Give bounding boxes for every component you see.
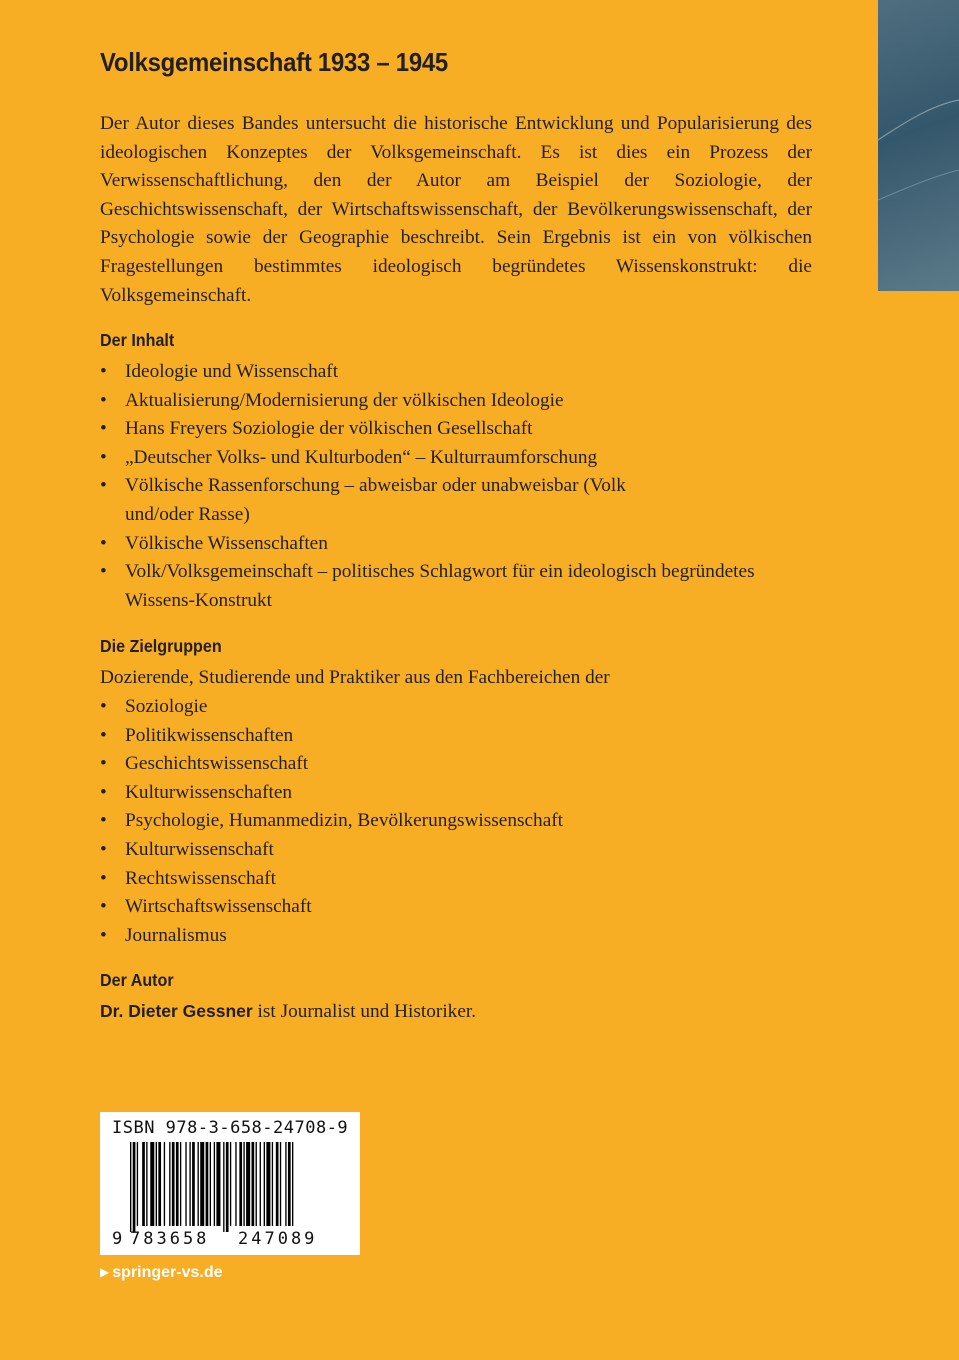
list-item: • „Deutscher Volks- und Kulturboden“ – Kulturraumforschung [100, 444, 820, 473]
list-item: • Kulturwissenschaften [100, 779, 820, 808]
barcode-bar [266, 1142, 270, 1226]
bullet: • [100, 389, 107, 411]
publisher-url: springer-vs.de [112, 1264, 223, 1281]
bullet: • [100, 475, 107, 497]
bullet: • [100, 532, 107, 554]
barcode-bar [292, 1142, 293, 1226]
list-item: • Kulturwissenschaft [100, 836, 820, 865]
barcode-bar [133, 1142, 136, 1232]
audience-intro: Dozierende, Studierende und Praktiker aus den Fachbereichen der [100, 667, 610, 688]
barcode-bar [285, 1142, 286, 1226]
list-item: • Volk/Volksgemeinschaft – politisches Schlagwort für ein ideologisch begründetes Wissens-Konstrukt [100, 558, 805, 615]
barcode-bar [192, 1142, 195, 1226]
arrow-right-icon: ▶ [100, 1265, 110, 1279]
barcode-bar [189, 1142, 190, 1226]
ean-lead-digit: 9 [112, 1229, 123, 1249]
publisher-link[interactable] [100, 1264, 223, 1282]
bullet: • [100, 561, 107, 583]
barcode-bar [243, 1142, 244, 1226]
list-item: • Geschichtswissenschaft [100, 750, 820, 779]
isbn-text: ISBN 978-3-658-24708-9 [112, 1118, 349, 1138]
barcode-bar [137, 1142, 138, 1226]
list-item: • Journalismus [100, 922, 820, 951]
list-item: • Hans Freyers Soziologie der völkischen Gesellschaft [100, 415, 820, 444]
barcode-bar [239, 1142, 242, 1226]
bullet: • [100, 696, 107, 717]
barcode-bar [260, 1142, 261, 1226]
author-heading: Der Autor [100, 970, 174, 990]
bullet: • [100, 810, 107, 832]
barcode-bar [223, 1142, 224, 1232]
barcode-bar [198, 1142, 199, 1226]
bullet: • [100, 418, 107, 440]
list-item: • Ideologie und Wissenschaft [100, 358, 820, 387]
list-item: • Völkische Wissenschaften [100, 530, 820, 559]
barcode-bar [158, 1142, 161, 1226]
bullet: • [100, 753, 107, 775]
barcode-bar [230, 1142, 231, 1226]
barcode-bar [206, 1142, 209, 1226]
author-bio [100, 997, 476, 1027]
barcode-bar [235, 1142, 236, 1226]
barcode-bar [185, 1142, 186, 1226]
list-item: • Rechtswissenschaft [100, 865, 820, 894]
barcode-bar [150, 1142, 154, 1226]
ean-right-digits: 247089 [238, 1229, 318, 1249]
barcode-bar [156, 1142, 157, 1226]
barcode-bar [214, 1142, 215, 1226]
list-item: • Psychologie, Humanmedizin, Bevölkerungswissenschaft [100, 807, 820, 836]
contents-heading: Der Inhalt [100, 330, 175, 350]
barcode-bar [210, 1142, 211, 1226]
barcode-bar [130, 1142, 131, 1232]
author-name: Dr. Dieter Gessner [100, 1001, 253, 1021]
bullet: • [100, 838, 107, 860]
audience-heading: Die Zielgruppen [100, 636, 222, 656]
contents-list [100, 358, 820, 615]
barcode-bar [272, 1142, 273, 1226]
barcode-bar [172, 1142, 175, 1226]
barcode-bar [146, 1142, 147, 1226]
barcode-bar [169, 1142, 170, 1226]
barcode-bar [180, 1142, 181, 1226]
author-description: ist Journalist und Historiker. [252, 1001, 477, 1022]
barcode-bar [252, 1142, 255, 1226]
list-item: • Völkische Rassenforschung – abweisbar oder unabweisbar (Volk und/oder Rasse) [100, 472, 685, 529]
bullet: • [100, 924, 107, 946]
bullet: • [100, 867, 107, 889]
barcode-bar [216, 1142, 220, 1226]
barcode-bar [288, 1142, 291, 1226]
bullet: • [100, 361, 107, 382]
barcode-bar [246, 1142, 250, 1226]
cover-corner-curve [878, 0, 959, 291]
bullet: • [100, 446, 107, 468]
list-item: • Aktualisierung/Modernisierung der völkischen Ideologie [100, 387, 820, 416]
bullet: • [100, 724, 107, 746]
list-item: • Wirtschaftswissenschaft [100, 893, 820, 922]
isbn-barcode [100, 1112, 360, 1255]
bullet: • [100, 781, 107, 803]
ean-left-digits: 783658 [130, 1229, 210, 1249]
audience-list [100, 693, 820, 950]
intro-paragraph: Der Autor dieses Bandes untersucht die historische Entwicklung und Popularisierung des ideologischen Konzeptes der Volksgemeinschaft. Es ist dies ein Prozess der Verwissenschaftlichung, den der Autor am Beispiel der Soziologie, der Geschichtswissenschaft, der Wirtschaftswissenschaft, der Bevölkerungswissenschaft, der Psychologie sowie der Geographie beschreibt. Sein Ergebnis ist ein von völkischen Fragestellungen bestimmtes ideologisch begründetes Wissenskonstrukt: die Volksgemeinschaft. [100, 113, 812, 306]
barcode-bar [226, 1142, 229, 1232]
barcode-bar [264, 1142, 265, 1226]
barcode-bar [200, 1142, 204, 1226]
barcode-bar [256, 1142, 257, 1226]
barcode-bar [276, 1142, 279, 1226]
barcode-bar [280, 1142, 281, 1226]
list-item: • Soziologie [100, 693, 820, 722]
barcode-bar [164, 1142, 165, 1226]
barcode-bar [142, 1142, 145, 1226]
page-title: Volksgemeinschaft 1933 – 1945 [100, 47, 448, 77]
list-item: • Politikwissenschaften [100, 722, 820, 751]
bullet: • [100, 896, 107, 918]
barcode-bar [176, 1142, 179, 1226]
